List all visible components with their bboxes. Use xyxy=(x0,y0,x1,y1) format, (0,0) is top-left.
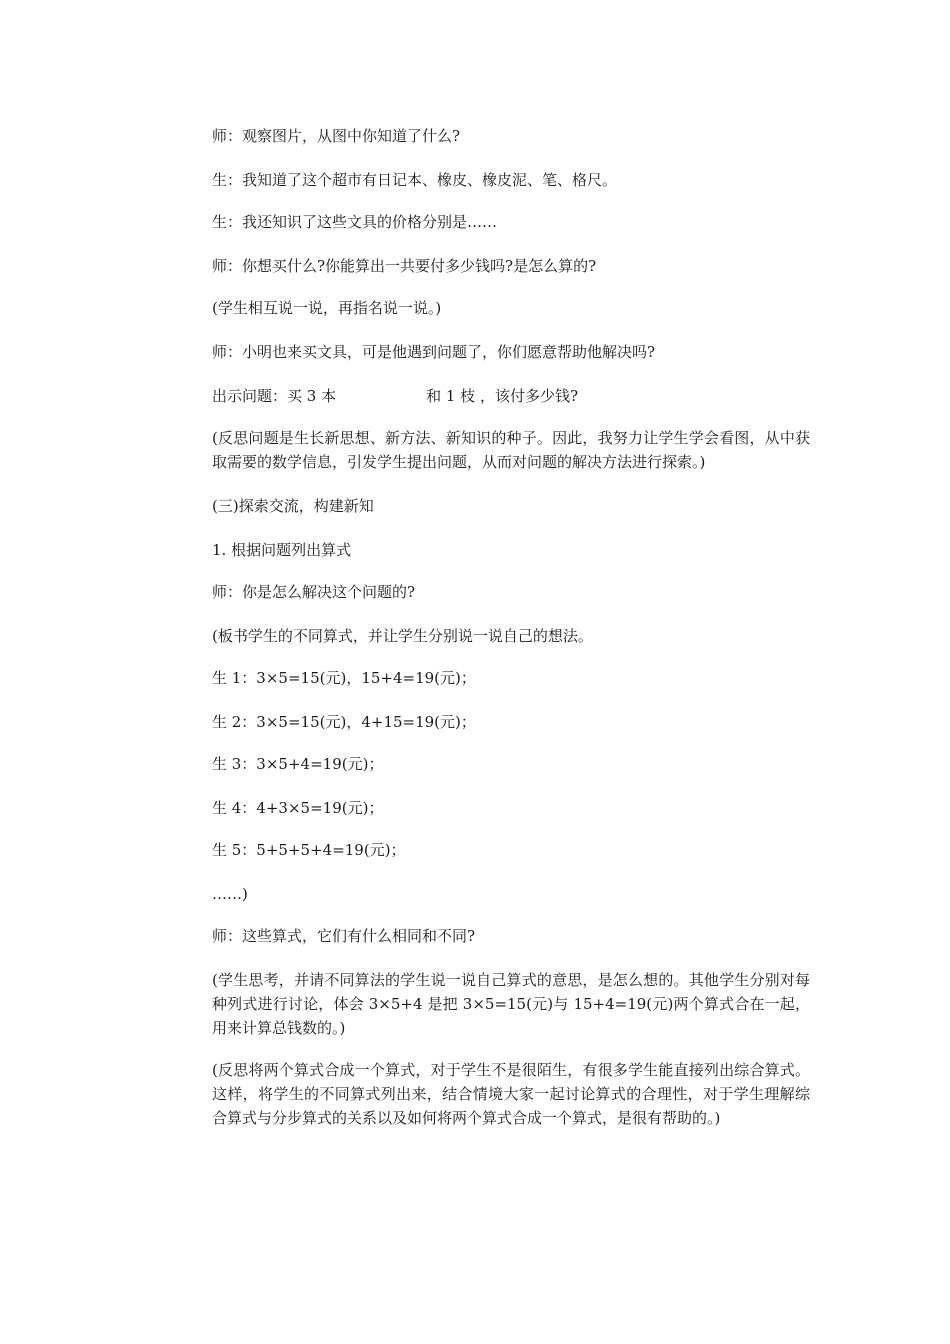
teacher-line-observe: 师：观察图片，从图中你知道了什么? xyxy=(212,127,461,145)
section-heading: (三)探索交流，构建新知 xyxy=(212,497,374,515)
student-line-items: 生：我知道了这个超市有日记本、橡皮、橡皮泥、笔、格尺。 xyxy=(212,171,618,189)
teacher-line-xiaoming: 师：小明也来买文具，可是他遇到问题了，你们愿意帮助他解决吗? xyxy=(212,343,656,361)
student-equation-1: 生 1：3×5=15(元)，15+4=19(元)； xyxy=(212,669,476,687)
note-line-discuss: (学生相互说一说，再指名说一说。) xyxy=(212,299,442,317)
reflection-paragraph-2: (反思将两个算式合成一个算式，对于学生不是很陌生，有很多学生能直接列出综合算式。这样，将学生的不同算式列出来，结合情境大家一起讨论算式的合理性，对于学生理解综合算式与分步算式的关系以及如何将两个算式合成一个算式，是很有帮助的。) xyxy=(212,1061,810,1127)
student-equation-2: 生 2：3×5=15(元)，4+15=19(元)； xyxy=(212,713,476,731)
problem-text-part2: 和 1 枝 ，该付多少钱? xyxy=(426,387,578,405)
teacher-line-compare: 师：这些算式，它们有什么相同和不同? xyxy=(212,927,476,945)
note-line-board: (板书学生的不同算式，并让学生分别说一说自己的想法。 xyxy=(212,627,593,645)
student-equation-5: 生 5：5+5+5+4=19(元)； xyxy=(212,841,406,859)
teacher-line-solve: 师：你是怎么解决这个问题的? xyxy=(212,583,416,601)
student-equation-3: 生 3：3×5+4=19(元)； xyxy=(212,755,384,773)
student-thinking-paragraph: (学生思考，并请不同算法的学生说一说自己算式的意思，是怎么想的。其他学生分别对每种列式进行讨论，体会 3×5+4 是把 3×5=15(元)与 15+4=19(元)两个算式合在一起，用来计算总钱数的。) xyxy=(212,971,810,1037)
teacher-line-buy: 师：你想买什么?你能算出一共要付多少钱吗?是怎么算的? xyxy=(212,257,597,275)
student-equation-4: 生 4：4+3×5=19(元)； xyxy=(212,799,384,817)
problem-text-part1: 出示问题：买 3 本 xyxy=(212,387,337,405)
step-heading: 1. 根据问题列出算式 xyxy=(212,541,352,559)
ellipsis-line: ……) xyxy=(212,885,248,903)
reflection-paragraph-1: (反思问题是生长新思想、新方法、新知识的种子。因此，我努力让学生学会看图，从中获取需要的数学信息，引发学生提出问题，从而对问题的解决方法进行探索。) xyxy=(212,429,810,471)
student-line-prices: 生：我还知识了这些文具的价格分别是…… xyxy=(212,213,498,231)
problem-line xyxy=(212,386,578,406)
